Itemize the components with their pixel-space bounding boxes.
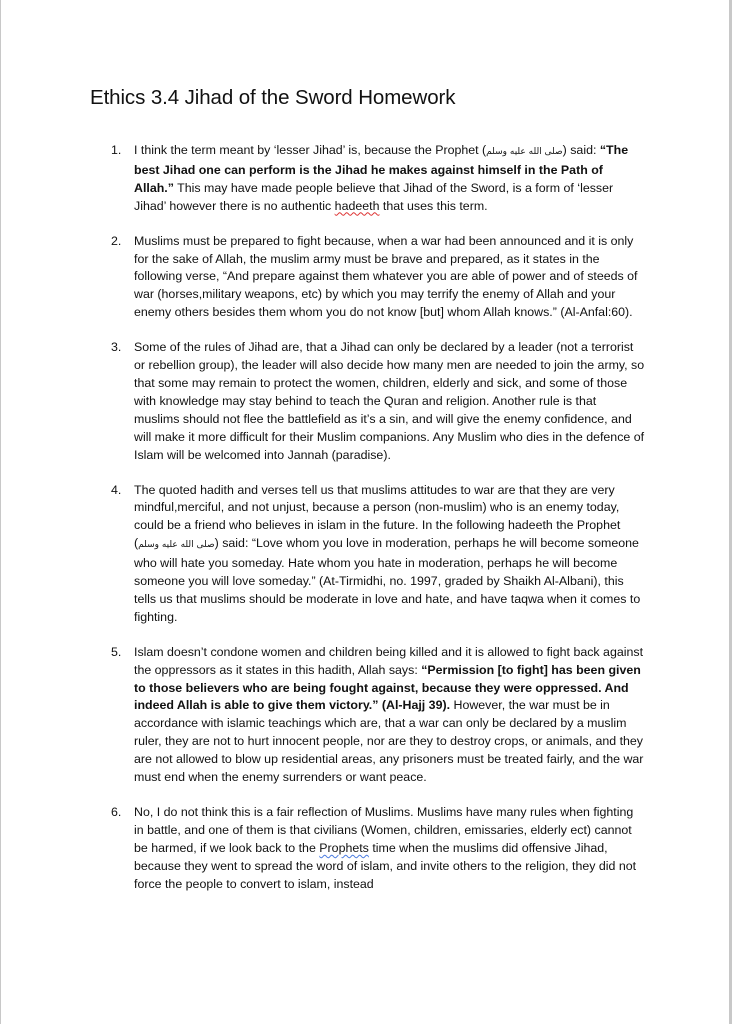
item-number: 6. <box>111 805 122 819</box>
answer-item-3 <box>1 339 732 464</box>
answer-item-2 <box>1 233 732 323</box>
item-text: Some of the rules of Jihad are, that a Jihad can only be declared by a leader (not a terrorist or rebellion group), the leader will also decide how many men are needed to join the army, so that some may remain to protect the women, children, elderly and sick, and some of those with knowledge may stay behind to teach the Quran and religion. Another rule is that muslims should not flee the battlefield as it’s a sin, and will give the enemy confidence, and will make it more difficult for their Muslim companions. Any Muslim who dies in the defence of Islam will be welcomed into Jannah (paradise). <box>134 340 645 462</box>
item-text: ) said: <box>562 143 600 157</box>
item-text: No, I do not think this is a fair reflection of Muslims. Muslims have many rules when fighting in battle, and one of them is that civilians (Women, children, emissaries, elderly ect) cannot be harmed, if we look back to the <box>134 805 634 855</box>
item-number: 3. <box>111 340 122 355</box>
answer-item-6 <box>1 804 732 894</box>
answer-item-5 <box>1 644 732 787</box>
spellcheck-flagged-word[interactable]: hadeeth <box>334 198 380 213</box>
answer-item-1 <box>1 142 732 216</box>
item-text: ) said: “Love whom you love in moderation, perhaps he will become someone who will hate you someday. Hate whom you hate in moderation, perhaps he will become someone you will love someday.” (At-Tirmidhi, no. 1997, graded by Shaikh Al-Albani), this tells us that muslims should be moderate in love and hate, and have taqwa when it comes to fighting. <box>134 536 641 624</box>
item-text: This may have made people believe that Jihad of the Sword, is a form of ‘lesser Jihad’ however there is no authentic <box>134 180 614 213</box>
item-number: 4. <box>111 482 122 497</box>
answer-list <box>1 142 732 911</box>
item-text: Islam doesn’t condone women and children being killed and it is allowed to fight back against the oppressors as it states in this hadith, Allah says: <box>134 644 644 677</box>
grammar-flagged-word[interactable]: Prophets <box>319 840 369 855</box>
item-text: time when the muslims did offensive Jihad, because they went to spread the word of islam, and invite others to the religion, they did not force the people to convert to islam, instead <box>134 840 637 891</box>
item-text: I think the term meant by ‘lesser Jihad’ is, because the Prophet ( <box>134 143 487 157</box>
item-text: Muslims must be prepared to fight because, when a war had been announced and it is only for the sake of Allah, the muslim army must be brave and prepared, as it states in the following verse, “And prepare against them whatever you are able of power and of steeds of war (horses,military weapons, etc) by which you may terrify the enemy of Allah and your enemy others besides them whom you do not know [but] whom Allah knows.” (Al-Anfal:60). <box>134 233 638 320</box>
answer-item-4 <box>1 482 732 627</box>
document-title: Ethics 3.4 Jihad of the Sword Homework <box>90 86 456 109</box>
item-text: that uses this term. <box>379 198 488 213</box>
item-number: 2. <box>111 233 122 248</box>
arabic-honorific: صلى الله عليه وسلم <box>138 540 215 551</box>
arabic-honorific: صلى الله عليه وسلم <box>486 147 563 157</box>
item-text: However, the war must be in accordance with islamic teachings which are, that a war can only be declared by a muslim ruler, they are not to hurt innocent people, nor are they to destroy crops, or animals, and they are not allowed to blow up residential areas, any prisoners must be treated fairly, and the war must end when the enemy surrenders or want peace. <box>134 698 644 785</box>
item-number: 5. <box>111 644 122 659</box>
bold-quote: “Permission [to fight] has been given to those believers who are being fought against, because they were oppressed. And indeed Allah is able to give them victory.” (Al-Hajj 39). <box>134 662 641 713</box>
item-number: 1. <box>111 143 122 157</box>
bold-quote: “The best Jihad one can perform is the Jihad he makes against himself in the Path of Allah.” <box>134 143 629 195</box>
item-text: The quoted hadith and verses tell us that muslims attitudes to war are that they are very mindful,merciful, and not unjust, because a person (non-muslim) who is an enemy today, could be a friend who believes in islam in the future. In the following hadeeth the Prophet ( <box>134 482 621 551</box>
